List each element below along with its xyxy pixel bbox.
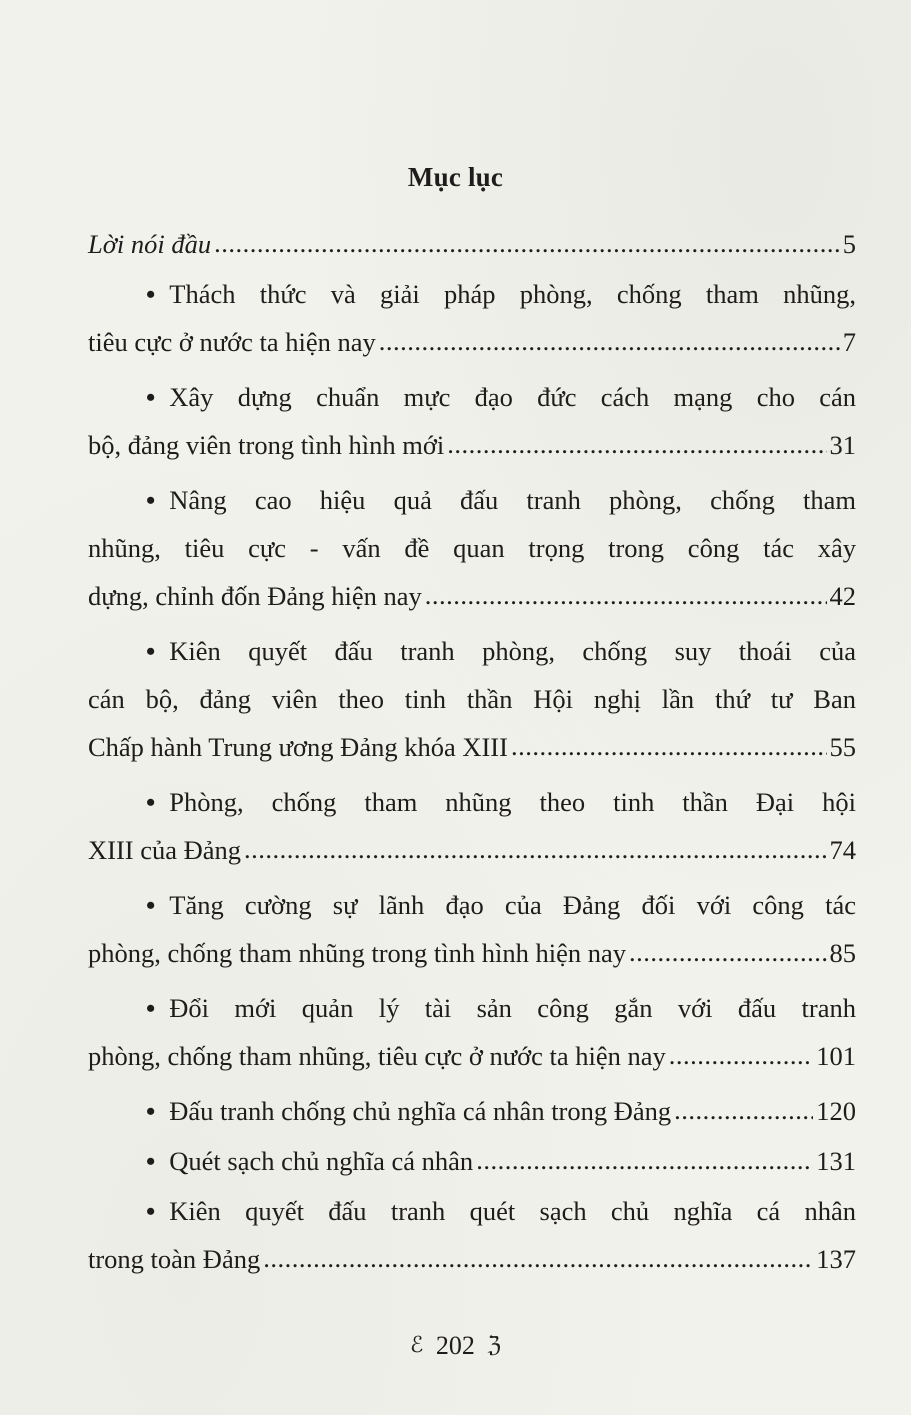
dot-leader bbox=[263, 1234, 813, 1282]
toc-entry-line bbox=[88, 476, 856, 524]
toc-line bbox=[88, 723, 856, 771]
toc-entry-last-line bbox=[88, 1032, 666, 1080]
dot-leader bbox=[511, 722, 827, 770]
table-of-contents bbox=[88, 220, 856, 1290]
toc-line bbox=[88, 1087, 856, 1135]
toc-entry-last-line bbox=[88, 826, 241, 874]
toc-entry bbox=[88, 373, 856, 469]
bullet-icon: • bbox=[146, 890, 156, 920]
ornament-right-icon: ℨ bbox=[487, 1332, 501, 1357]
toc-entry-text: Tăng cường sự lãnh đạo của Đảng đối với công tác bbox=[169, 890, 856, 920]
toc-entries bbox=[88, 270, 856, 1283]
toc-entry bbox=[88, 1087, 856, 1135]
toc-entry-text: Xây dựng chuẩn mực đạo đức cách mạng cho cán bbox=[169, 382, 856, 412]
toc-entry-text: Đổi mới quản lý tài sản công gắn với đấu tranh bbox=[169, 993, 856, 1023]
toc-entry-last-line bbox=[88, 929, 626, 977]
toc-entry-text: XIII của Đảng bbox=[88, 835, 242, 865]
toc-page-number: 74 bbox=[829, 835, 856, 865]
toc-line bbox=[88, 318, 856, 366]
toc-line bbox=[88, 421, 856, 469]
toc-page-number: 85 bbox=[829, 938, 856, 968]
bullet-icon: • bbox=[146, 636, 156, 666]
toc-entry bbox=[88, 1137, 856, 1185]
toc-entry-text: Kiên quyết đấu tranh phòng, chống suy thoái của bbox=[169, 636, 856, 666]
dot-leader bbox=[674, 1086, 813, 1134]
toc-entry-text: phòng, chống tham nhũng trong tình hình hiện nay bbox=[88, 938, 627, 968]
toc-entry-line bbox=[88, 1187, 856, 1235]
toc-entry-text: Thách thức và giải pháp phòng, chống tham nhũng, bbox=[169, 279, 856, 309]
toc-page-number: 55 bbox=[829, 732, 856, 762]
toc-entry-text: phòng, chống tham nhũng, tiêu cực ở nước ta hiện nay bbox=[88, 1041, 666, 1071]
toc-entry bbox=[88, 476, 856, 620]
toc-entry-last-line bbox=[88, 421, 444, 469]
bullet-icon: • bbox=[146, 1146, 156, 1176]
ornament-left-icon: ℰ bbox=[410, 1332, 424, 1357]
toc-entry-last-line bbox=[88, 572, 422, 620]
page-footer bbox=[0, 1331, 911, 1361]
toc-entry-line bbox=[88, 373, 856, 421]
toc-entry-last-line bbox=[88, 723, 508, 771]
toc-entry-text: bộ, đảng viên trong tình hình mới bbox=[88, 430, 445, 460]
dot-leader bbox=[669, 1031, 813, 1079]
toc-entry-text: Lời nói đầu bbox=[88, 229, 212, 259]
toc-entry-line bbox=[88, 524, 856, 572]
toc-page-number: 31 bbox=[829, 430, 856, 460]
toc-entry-text: Chấp hành Trung ương Đảng khóa XIII bbox=[88, 732, 508, 762]
toc-entry-text: cán bộ, đảng viên theo tinh thần Hội nghị lần thứ tư Ban bbox=[88, 684, 856, 714]
toc-entry-text: trong toàn Đảng bbox=[88, 1244, 261, 1274]
toc-entry-line bbox=[88, 778, 856, 826]
toc-line bbox=[88, 572, 856, 620]
toc-entry-last-line bbox=[88, 1235, 260, 1283]
bullet-icon: • bbox=[146, 993, 156, 1023]
toc-page-number: 42 bbox=[829, 581, 856, 611]
footer-page-number: 202 bbox=[435, 1331, 475, 1360]
dot-leader bbox=[629, 928, 826, 976]
toc-entry-line bbox=[88, 270, 856, 318]
bullet-icon: • bbox=[146, 787, 156, 817]
bullet-icon: • bbox=[146, 279, 156, 309]
toc-entry-intro bbox=[88, 220, 856, 268]
toc-entry bbox=[88, 778, 856, 874]
dot-leader bbox=[379, 317, 840, 365]
dot-leader bbox=[214, 219, 840, 267]
bullet-icon: • bbox=[146, 1096, 156, 1126]
bullet-icon: • bbox=[146, 382, 156, 412]
toc-entry-text: dựng, chỉnh đốn Đảng hiện nay bbox=[88, 581, 422, 611]
toc-entry-line bbox=[88, 881, 856, 929]
page-title: Mục lục bbox=[407, 162, 504, 192]
toc-entry bbox=[88, 270, 856, 366]
toc-line bbox=[88, 1137, 856, 1185]
toc-entry-text: Kiên quyết đấu tranh quét sạch chủ nghĩa cá nhân bbox=[169, 1196, 856, 1226]
toc-entry-last-line bbox=[146, 1087, 671, 1135]
toc-entry bbox=[88, 627, 856, 771]
toc-line bbox=[88, 929, 856, 977]
toc-entry bbox=[88, 1187, 856, 1283]
toc-page-number: 7 bbox=[842, 327, 856, 357]
toc-page-number: 120 bbox=[816, 1096, 856, 1126]
bullet-icon: • bbox=[146, 485, 156, 515]
toc-page-number: 5 bbox=[842, 229, 856, 259]
dot-leader bbox=[447, 420, 826, 468]
dot-leader bbox=[425, 571, 827, 619]
toc-line bbox=[88, 220, 856, 268]
toc-entry-text: Đấu tranh chống chủ nghĩa cá nhân trong Đảng bbox=[169, 1096, 672, 1126]
toc-entry bbox=[88, 881, 856, 977]
toc-entry-text: nhũng, tiêu cực - vấn đề quan trọng trong công tác xây bbox=[88, 533, 856, 563]
bullet-icon: • bbox=[146, 1196, 156, 1226]
toc-entry-text: Nâng cao hiệu quả đấu tranh phòng, chống tham bbox=[169, 485, 856, 515]
toc-line bbox=[88, 826, 856, 874]
toc-entry-text: Quét sạch chủ nghĩa cá nhân bbox=[169, 1146, 474, 1176]
dot-leader bbox=[244, 825, 826, 873]
toc-entry-text: tiêu cực ở nước ta hiện nay bbox=[88, 327, 376, 357]
toc-entry-last-line bbox=[146, 1137, 473, 1185]
toc-entry-line bbox=[88, 675, 856, 723]
toc-line bbox=[88, 1235, 856, 1283]
toc-page-number: 131 bbox=[816, 1146, 856, 1176]
toc-line bbox=[88, 1032, 856, 1080]
toc-entry-line bbox=[88, 627, 856, 675]
toc-entry-last-line bbox=[88, 318, 376, 366]
dot-leader bbox=[476, 1136, 813, 1184]
toc-entry-text: Phòng, chống tham nhũng theo tinh thần Đại hội bbox=[169, 787, 856, 817]
toc-page-number: 101 bbox=[816, 1041, 856, 1071]
toc-page-number: 137 bbox=[816, 1244, 856, 1274]
toc-entry bbox=[88, 984, 856, 1080]
toc-entry-line bbox=[88, 984, 856, 1032]
